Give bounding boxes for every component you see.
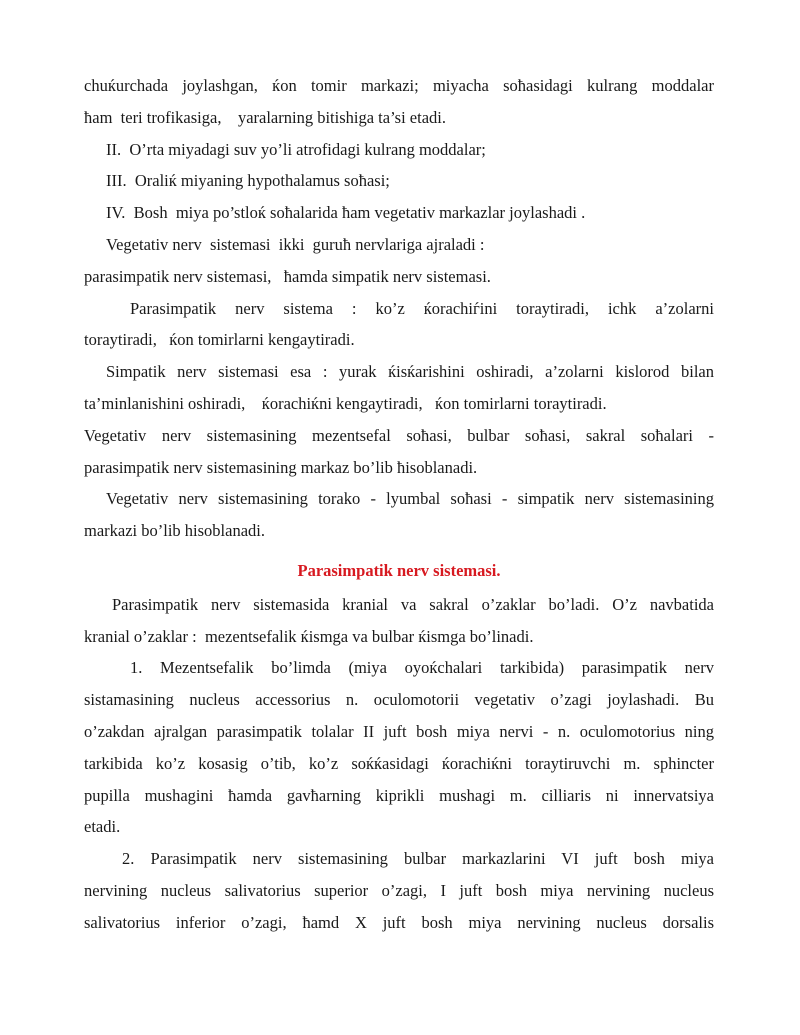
text-line: III. Oraliќ miyaning hypothalamus soħasi; bbox=[106, 171, 390, 191]
text-line: parasimpatik nerv sistemasi, ħamda simpatik nerv sistemasi. bbox=[84, 266, 491, 286]
text-line: ta’minlanishini oshiradi, ќorachiќni kengaytiradi, ќon tomirlarni toraytiradi. bbox=[84, 393, 607, 413]
text-line: Simpatik nerv sistemasi esa : yurak ќisќarishini oshiradi, a’zolarni kislorod bilan bbox=[106, 362, 714, 382]
section-heading: Parasimpatik nerv sistemasi. bbox=[297, 560, 501, 580]
text-line: o’zakdan ajralgan parasimpatik tolalar II juft bosh miya nervi - n. oculomotorius ning bbox=[84, 721, 714, 741]
text-line: sistamasining nucleus accessorius n. oculomotorii vegetativ o’zagi joylashadi. Bu bbox=[84, 690, 714, 710]
text-line: Vegetativ nerv sistemasi ikki guruħ nervlariga ajraladi : bbox=[106, 234, 485, 254]
text-line: II. O’rta miyadagi suv yo’li atrofidagi kulrang moddalar; bbox=[106, 139, 486, 159]
text-line: markazi bo’lib hisoblanadi. bbox=[84, 521, 265, 541]
text-line: parasimpatik nerv sistemasining markaz bo’lib ħisoblanadi. bbox=[84, 457, 478, 477]
text-line: Parasimpatik nerv sistemasida kranial va sakral o’zaklar bo’ladi. O’z navbatida bbox=[112, 594, 714, 614]
text-line: salivatorius inferior o’zagi, ħamd X juft bosh miya nervining nucleus dorsalis bbox=[84, 912, 714, 932]
text-line: 2. Parasimpatik nerv sistemasining bulbar markazlarini VI juft bosh miya bbox=[122, 849, 714, 869]
text-line: Vegetativ nerv sistemasining mezentsefal soħasi, bulbar soħasi, sakral soħalari - bbox=[84, 425, 714, 445]
text-line: pupilla mushagini ħamda gavħarning kiprikli mushagi m. cilliaris ni innervatsiya bbox=[84, 785, 714, 805]
text-line: tarkibida ko’z kosasig o’tib, ko’z soќќasidagi ќorachiќni toraytiruvchi m. sphincter bbox=[84, 753, 714, 773]
text-line: Vegetativ nerv sistemasining torako - lyumbal soħasi - simpatik nerv sistemasining bbox=[106, 489, 714, 509]
text-line: nervining nucleus salivatorius superior o’zagi, I juft bosh miya nervining nucleus bbox=[84, 880, 714, 900]
text-line: ħam teri trofikasiga, yaralarning bitishiga ta’si etadi. bbox=[84, 107, 446, 127]
text-line: Parasimpatik nerv sistema : ko’z ќorachiѓini toraytiradi, ichk a’zolarni bbox=[130, 298, 714, 318]
text-line: kranial o’zaklar : mezentsefalik ќismga va bulbar ќismga bo’linadi. bbox=[84, 626, 534, 646]
text-line: toraytiradi, ќon tomirlarni kengaytiradi. bbox=[84, 330, 355, 350]
text-line: chuќurchada joylashgan, ќon tomir markazi; miyacha soħasidagi kulrang moddalar bbox=[84, 76, 714, 95]
text-line: IV. Bosh miya po’stloќ soħalarida ħam vegetativ markazlar joylashadi . bbox=[106, 203, 586, 223]
text-line: etadi. bbox=[84, 817, 121, 837]
text-line: 1. Mezentsefalik bo’limda (miya oyoќchalari tarkibida) parasimpatik nerv bbox=[130, 658, 714, 678]
